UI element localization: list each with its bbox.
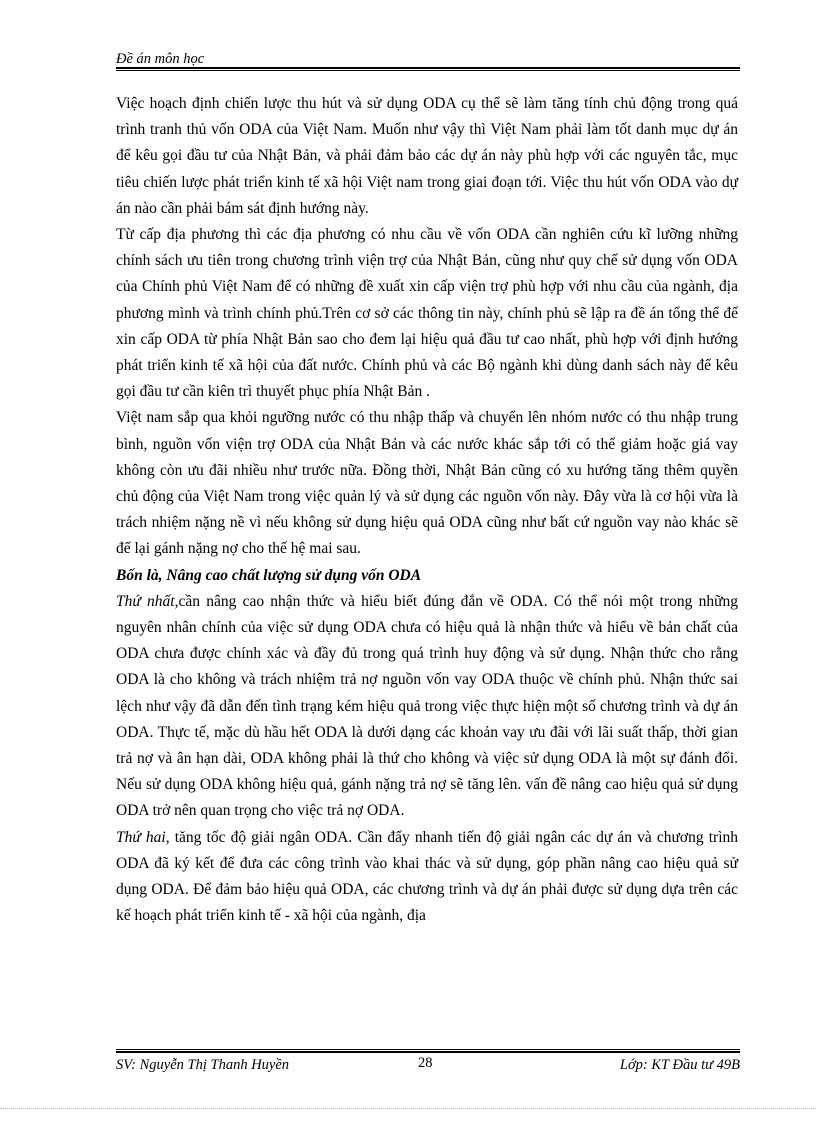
footer-author: SV: Nguyễn Thị Thanh Huyền <box>116 1057 290 1073</box>
footer-divider <box>116 1049 740 1053</box>
paragraph-5-text: , tăng tốc độ giải ngân ODA. Cần đẩy nhanh tiến độ giải ngân các dự án và chương trình ODA đã ký kết để đưa các công trình vào khai thác và sử dụng, góp phần nâng cao hiệu quả sử dụng ODA. Để đảm bảo hiệu quả ODA, các chương trình và dự án phải được sử dụng dựa trên các kế hoạch phát triển kinh tế - xã hội của ngành, địa <box>116 828 739 925</box>
footer-class: Lớp: KT Đầu tư 49B <box>619 1057 740 1073</box>
section-heading: Bốn là, Nâng cao chất lượng sử dụng vốn ODA <box>116 566 422 584</box>
page-number: 28 <box>418 1055 433 1071</box>
page-header-title: Đề án môn học <box>116 51 205 67</box>
page-edge-line <box>0 1108 816 1109</box>
paragraph-4 <box>116 589 738 825</box>
paragraph-3: Việt nam sắp qua khỏi ngưỡng nước có thu nhập thấp và chuyển lên nhóm nước có thu nhập trung bình, nguồn vốn viện trợ ODA của Nhật Bản và các nước khác sắp tới có thể giảm hoặc giá vay không còn ưu đãi nhiều như trước nữa. Đồng thời, Nhật Bản cũng có xu hướng tăng thêm quyền chủ động của Việt Nam trong việc quản lý và sử dụng các nguồn vốn này. Đây vừa là cơ hội vừa là trách nhiệm nặng nề vì nếu không sử dụng hiệu quả ODA cũng như bất cứ nguồn vay nào khác sẽ để lại gánh nặng nợ cho thế hệ mai sau. <box>116 409 738 558</box>
paragraph-5 <box>116 825 738 930</box>
paragraph-1: Việc hoạch định chiến lược thu hút và sử dụng ODA cụ thể sẽ làm tăng tính chủ động trong quá trình tranh thủ vốn ODA của Việt Nam. Muốn như vậy thì Việt Nam phải làm tốt danh mục dự án để kêu gọi đầu tư của Nhật Bản, và phải đảm bảo các dự án này phù hợp với các nguyên tắc, mục tiêu chiến lược phát triển kinh tế xã hội Việt nam trong giai đoạn tới. Việc thu hút vốn ODA vào dự án nào cần phải bám sát định hướng này. <box>116 95 738 217</box>
document-body <box>116 91 738 930</box>
paragraph-4-lead: Thứ nhất, <box>116 592 179 610</box>
paragraph-4-text: cần nâng cao nhận thức và hiểu biết đúng đắn về ODA. Có thể nói một trong những nguyên nhân chính của việc sử dụng ODA chưa có hiệu quả là nhận thức và hiểu về bản chất của ODA chưa được chính xác và đầy đủ trong quá trình huy động và sử dụng. Nhận thức cho rằng ODA là cho không và trách nhiệm trả nợ nguồn vốn vay ODA thuộc về chính phủ. Nhận thức sai lệch như vậy đã dẫn đến tình trạng kém hiệu quả trong việc thực hiện một số chương trình và dự án ODA. Thực tế, mặc dù hầu hết ODA là dưới dạng các khoản vay ưu đãi với lãi suất thấp, thời gian trả nợ và ân hạn dài, ODA không phải là thứ cho không và việc sử dụng ODA là một sự đánh đổi. Nếu sử dụng ODA không hiệu quả, gánh nặng trả nợ sẽ tăng lên. vấn đề nâng cao hiệu quả sử dụng ODA trở nên quan trọng cho việc trả nợ ODA. <box>116 592 738 820</box>
header-divider <box>116 67 740 71</box>
paragraph-2: Từ cấp địa phương thì các địa phương có nhu cầu về vốn ODA cần nghiên cứu kĩ lưỡng những chính sách ưu tiên trong chương trình viện trợ của Nhật Bản, cũng như quy chế sử dụng vốn ODA của Chính phủ Việt Nam để có những đề xuất xin cấp viện trợ phù hợp với nhu cầu của ngành, địa phương mình và trình chính phủ.Trên cơ sở các thông tin này, chính phủ sẽ lập ra đề án tổng thể để xin cấp ODA từ phía Nhật Bản sao cho đem lại hiệu quả đầu tư cao nhất, phù hợp với định hướng phát triển kinh tế xã hội của đất nước. Chính phủ và các Bộ ngành khi dùng danh sách này để kêu gọi đầu tư cần kiên trì thuyết phục phía Nhật Bản . <box>116 226 738 401</box>
paragraph-5-lead: Thứ hai <box>116 828 166 846</box>
